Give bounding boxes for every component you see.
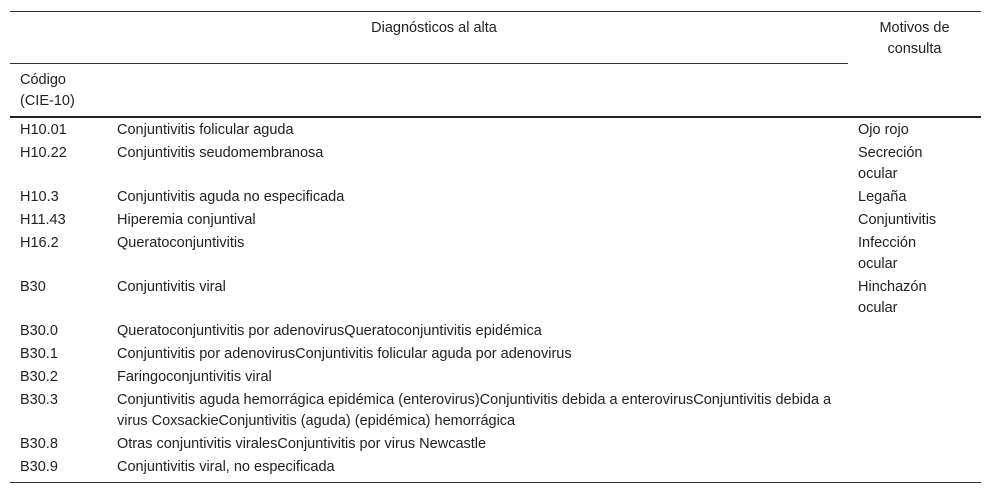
row-code: B30.9 bbox=[20, 459, 58, 475]
diagnosis-table bbox=[10, 11, 981, 483]
row-code: B30.2 bbox=[20, 369, 58, 385]
row-motivo bbox=[848, 433, 981, 456]
row-motivo: Secreción ocular bbox=[858, 145, 923, 182]
header-codigo bbox=[10, 64, 117, 118]
row-description: Conjuntivitis aguda hemorrágica epidémica (enterovirus)Conjuntivitis debida a enterovirusConjuntivitis debida a virus CoxsackieConjuntivitis (aguda) (epidémica) hemorrágica bbox=[117, 392, 832, 429]
row-description: Conjuntivitis viral, no especificada bbox=[117, 459, 335, 475]
row-code: B30.3 bbox=[20, 392, 58, 408]
row-motivo bbox=[848, 343, 981, 366]
row-description: Conjuntivitis aguda no especificada bbox=[117, 189, 345, 205]
row-code: H10.22 bbox=[20, 145, 67, 161]
row-motivo bbox=[848, 389, 981, 433]
row-code: B30.8 bbox=[20, 436, 58, 452]
row-code: B30.0 bbox=[20, 323, 58, 339]
table-body bbox=[10, 118, 981, 483]
table-row bbox=[10, 366, 981, 389]
row-code: H10.01 bbox=[20, 122, 67, 138]
row-motivo bbox=[848, 320, 981, 343]
table-row bbox=[10, 433, 981, 456]
table-row bbox=[10, 456, 981, 483]
row-motivo bbox=[848, 366, 981, 389]
row-motivo: Ojo rojo bbox=[858, 122, 909, 138]
row-motivo: Hinchazón ocular bbox=[858, 279, 927, 316]
table-row bbox=[10, 320, 981, 343]
table-row bbox=[10, 232, 981, 276]
table-row bbox=[10, 118, 981, 142]
table-row bbox=[10, 389, 981, 433]
row-description: Hiperemia conjuntival bbox=[117, 212, 256, 228]
row-code: B30 bbox=[20, 279, 46, 295]
row-motivo: Legaña bbox=[858, 189, 907, 205]
row-code: B30.1 bbox=[20, 346, 58, 362]
row-description: Conjuntivitis viral bbox=[117, 279, 226, 295]
row-code: H11.43 bbox=[20, 212, 66, 228]
table-row bbox=[10, 276, 981, 320]
row-motivo: Infección ocular bbox=[858, 235, 917, 272]
row-motivo bbox=[848, 456, 981, 483]
row-description: Faringoconjuntivitis viral bbox=[117, 369, 272, 385]
row-description: Conjuntivitis seudomembranosa bbox=[117, 145, 324, 161]
row-code: H16.2 bbox=[20, 235, 59, 251]
row-description: Conjuntivitis folicular aguda bbox=[117, 122, 294, 138]
row-description: Queratoconjuntivitis bbox=[117, 235, 245, 251]
table-row bbox=[10, 209, 981, 232]
row-description: Conjuntivitis por adenovirusConjuntivitis folicular aguda por adenovirus bbox=[117, 346, 572, 362]
diagnosis-table-container bbox=[10, 11, 981, 483]
header-empty bbox=[117, 64, 848, 118]
row-description: Queratoconjuntivitis por adenovirusQueratoconjuntivitis epidémica bbox=[117, 323, 542, 339]
table-row bbox=[10, 142, 981, 186]
table-row bbox=[10, 343, 981, 366]
header-motivos bbox=[848, 12, 981, 118]
header-codigo-label: Código (CIE-10) bbox=[20, 72, 75, 109]
header-diagnosticos: Diagnósticos al alta bbox=[10, 12, 848, 64]
header-motivos-label: Motivos de consulta bbox=[879, 20, 950, 57]
row-code: H10.3 bbox=[20, 189, 59, 205]
row-description: Otras conjuntivitis viralesConjuntivitis por virus Newcastle bbox=[117, 436, 487, 452]
table-row bbox=[10, 186, 981, 209]
row-motivo: Conjuntivitis bbox=[858, 212, 937, 228]
